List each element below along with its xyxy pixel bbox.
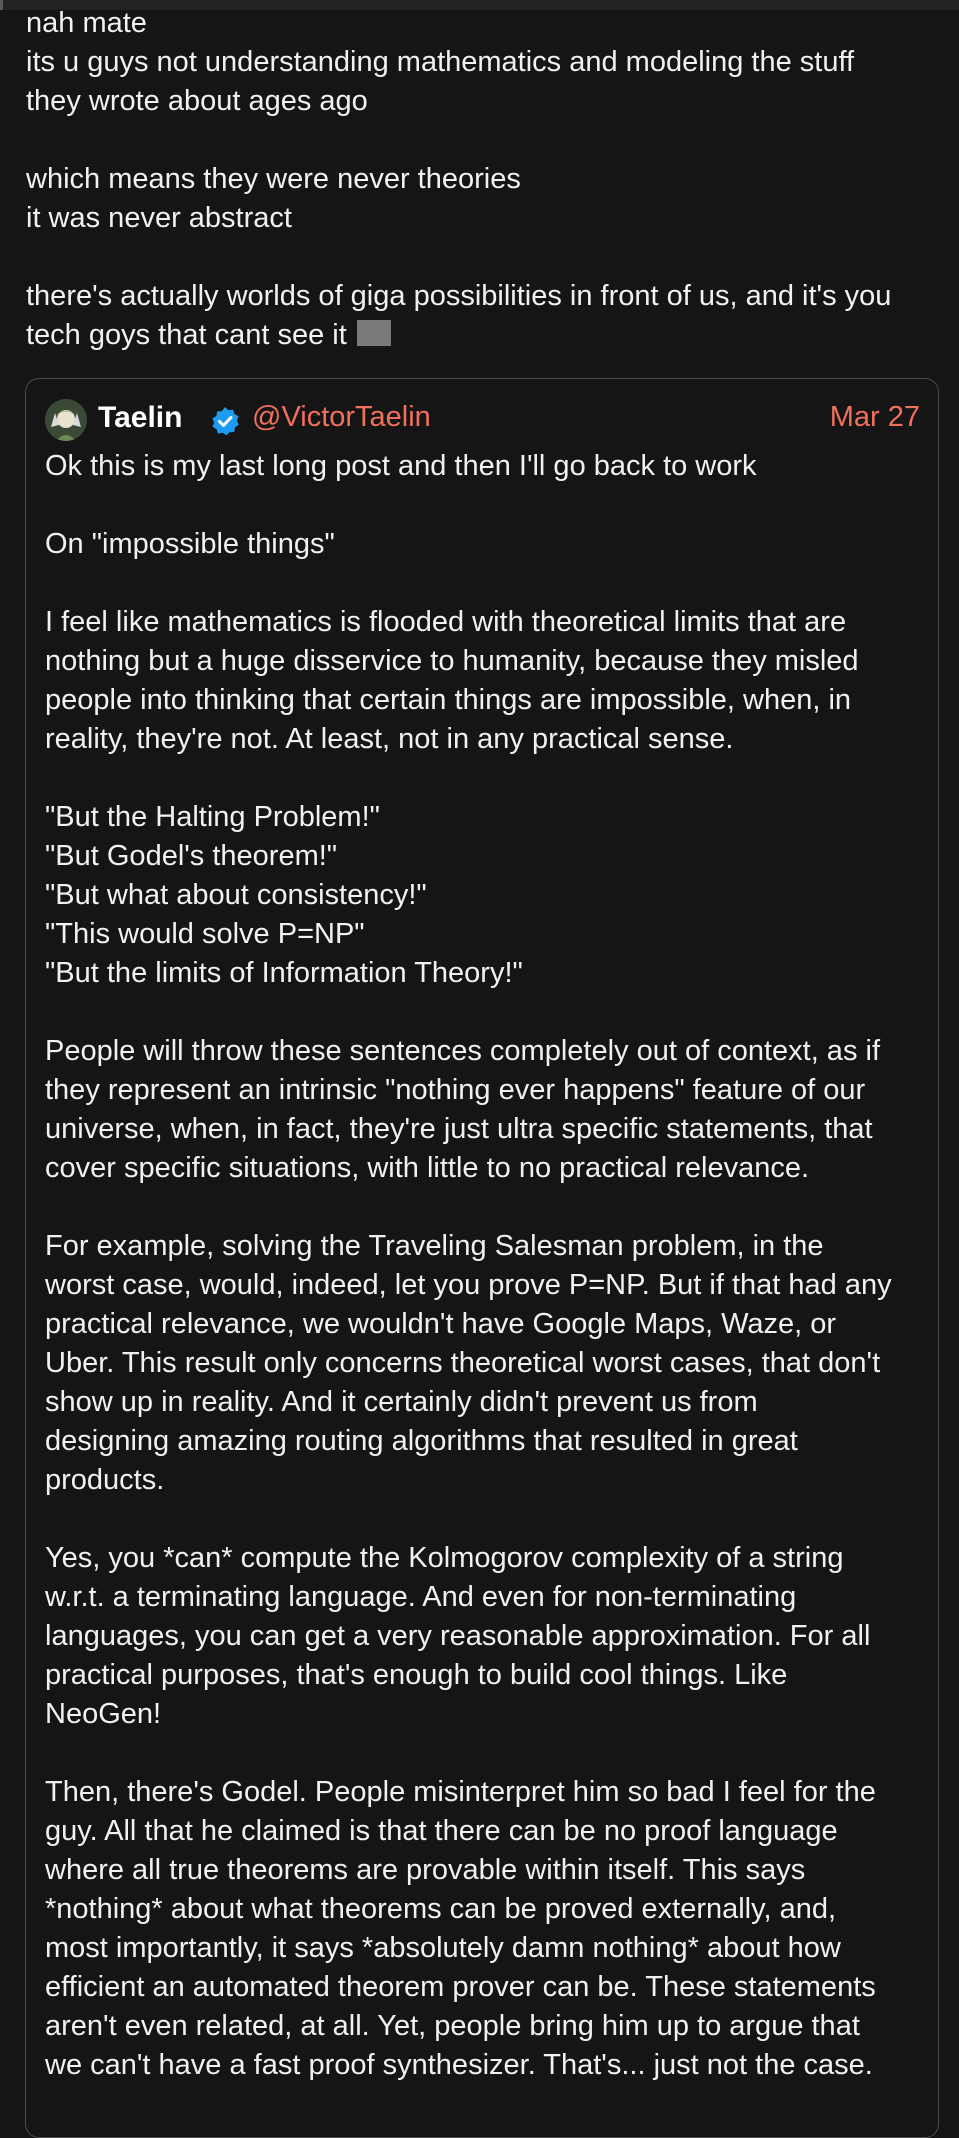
quote-paragraph: [45, 603, 925, 759]
author-name[interactable]: Taelin: [98, 401, 183, 434]
quote-line: "But Godel's theorem!": [45, 840, 338, 872]
post-line: [26, 316, 941, 355]
author-handle[interactable]: @VictorTaelin: [252, 401, 431, 433]
post-line: which means they were never theories: [26, 163, 521, 195]
post-paragraph: [26, 4, 941, 121]
post-paragraph: [26, 160, 941, 238]
quote-line: Uber. This result only concerns theoretical worst cases, that don't: [45, 1347, 881, 1379]
post-line: its u guys not understanding mathematics and modeling the stuff: [26, 46, 855, 78]
quote-line: Then, there's Godel. People misinterpret him so bad I feel for the: [45, 1776, 876, 1808]
quoted-post-card[interactable]: [25, 378, 939, 2138]
quote-line: guy. All that he claimed is that there can be no proof language: [45, 1815, 838, 1847]
quote-line: practical purposes, that's enough to build cool things. Like: [45, 1659, 788, 1691]
avatar-image-icon: [45, 399, 87, 441]
quote-line: designing amazing routing algorithms that resulted in great: [45, 1425, 798, 1457]
quote-line: products.: [45, 1464, 165, 1496]
quote-line: aren't even related, at all. Yet, people bring him up to argue that: [45, 2010, 860, 2042]
quote-line: practical relevance, we wouldn't have Google Maps, Waze, or: [45, 1308, 837, 1340]
post-line: there's actually worlds of giga possibilities in front of us, and it's you: [26, 280, 892, 312]
post-body: [26, 4, 941, 394]
quote-paragraph: [45, 447, 925, 486]
quote-line: "This would solve P=NP": [45, 918, 365, 950]
quote-line: NeoGen!: [45, 1698, 162, 1730]
quote-line: "But the limits of Information Theory!": [45, 957, 523, 989]
quote-line: universe, when, in fact, they're just ultra specific statements, that: [45, 1113, 873, 1145]
quote-line: show up in reality. And it certainly didn't prevent us from: [45, 1386, 758, 1418]
quote-paragraph: [45, 1773, 925, 2085]
scroll-marker: [0, 0, 3, 10]
quote-line: Yes, you *can* compute the Kolmogorov complexity of a string: [45, 1542, 844, 1574]
quote-line: "But what about consistency!": [45, 879, 427, 911]
quote-line: reality, they're not. At least, not in any practical sense.: [45, 723, 734, 755]
quote-paragraph: [45, 1032, 925, 1188]
quote-line: w.r.t. a terminating language. And even for non-terminating: [45, 1581, 797, 1613]
quote-line: "But the Halting Problem!": [45, 801, 380, 833]
quote-line: most importantly, it says *absolutely damn nothing* about how: [45, 1932, 841, 1964]
quote-line: On "impossible things": [45, 528, 335, 560]
quote-paragraph: [45, 798, 925, 993]
quote-line: they represent an intrinsic "nothing ever happens" feature of our: [45, 1074, 866, 1106]
quote-line: we can't have a fast proof synthesizer. That's... just not the case.: [45, 2049, 873, 2081]
quote-line: People will throw these sentences completely out of context, as if: [45, 1035, 880, 1067]
post-line: it was never abstract: [26, 202, 292, 234]
quote-line: nothing but a huge disservice to humanity, because they misled: [45, 645, 859, 677]
quoted-post-body: [45, 447, 925, 2124]
quote-line: worst case, would, indeed, let you prove P=NP. But if that had any: [45, 1269, 892, 1301]
post-line: they wrote about ages ago: [26, 85, 368, 117]
quote-line: *nothing* about what theorems can be proved externally, and,: [45, 1893, 837, 1925]
quote-line: For example, solving the Traveling Salesman problem, in the: [45, 1230, 824, 1262]
quote-paragraph: [45, 1227, 925, 1500]
verified-badge-icon: [209, 405, 241, 437]
post-line-text: tech goys that cant see it: [26, 319, 347, 351]
post-line: nah mate: [26, 7, 147, 39]
quote-line: cover specific situations, with little to no practical relevance.: [45, 1152, 810, 1184]
avatar[interactable]: [45, 399, 87, 441]
quote-paragraph: [45, 1539, 925, 1734]
quote-line: languages, you can get a very reasonable approximation. For all: [45, 1620, 871, 1652]
quote-line: efficient an automated theorem prover can be. These statements: [45, 1971, 876, 2003]
post-paragraph: [26, 277, 941, 355]
quote-line: where all true theorems are provable within itself. This says: [45, 1854, 806, 1886]
quote-line: I feel like mathematics is flooded with theoretical limits that are: [45, 606, 847, 638]
quote-paragraph: [45, 525, 925, 564]
post-date[interactable]: Mar 27: [829, 401, 920, 433]
quote-line: Ok this is my last long post and then I'll go back to work: [45, 450, 757, 482]
quoted-post-header: [45, 392, 920, 446]
quote-line: people into thinking that certain things are impossible, when, in: [45, 684, 852, 716]
emoji-icon: [357, 320, 391, 346]
